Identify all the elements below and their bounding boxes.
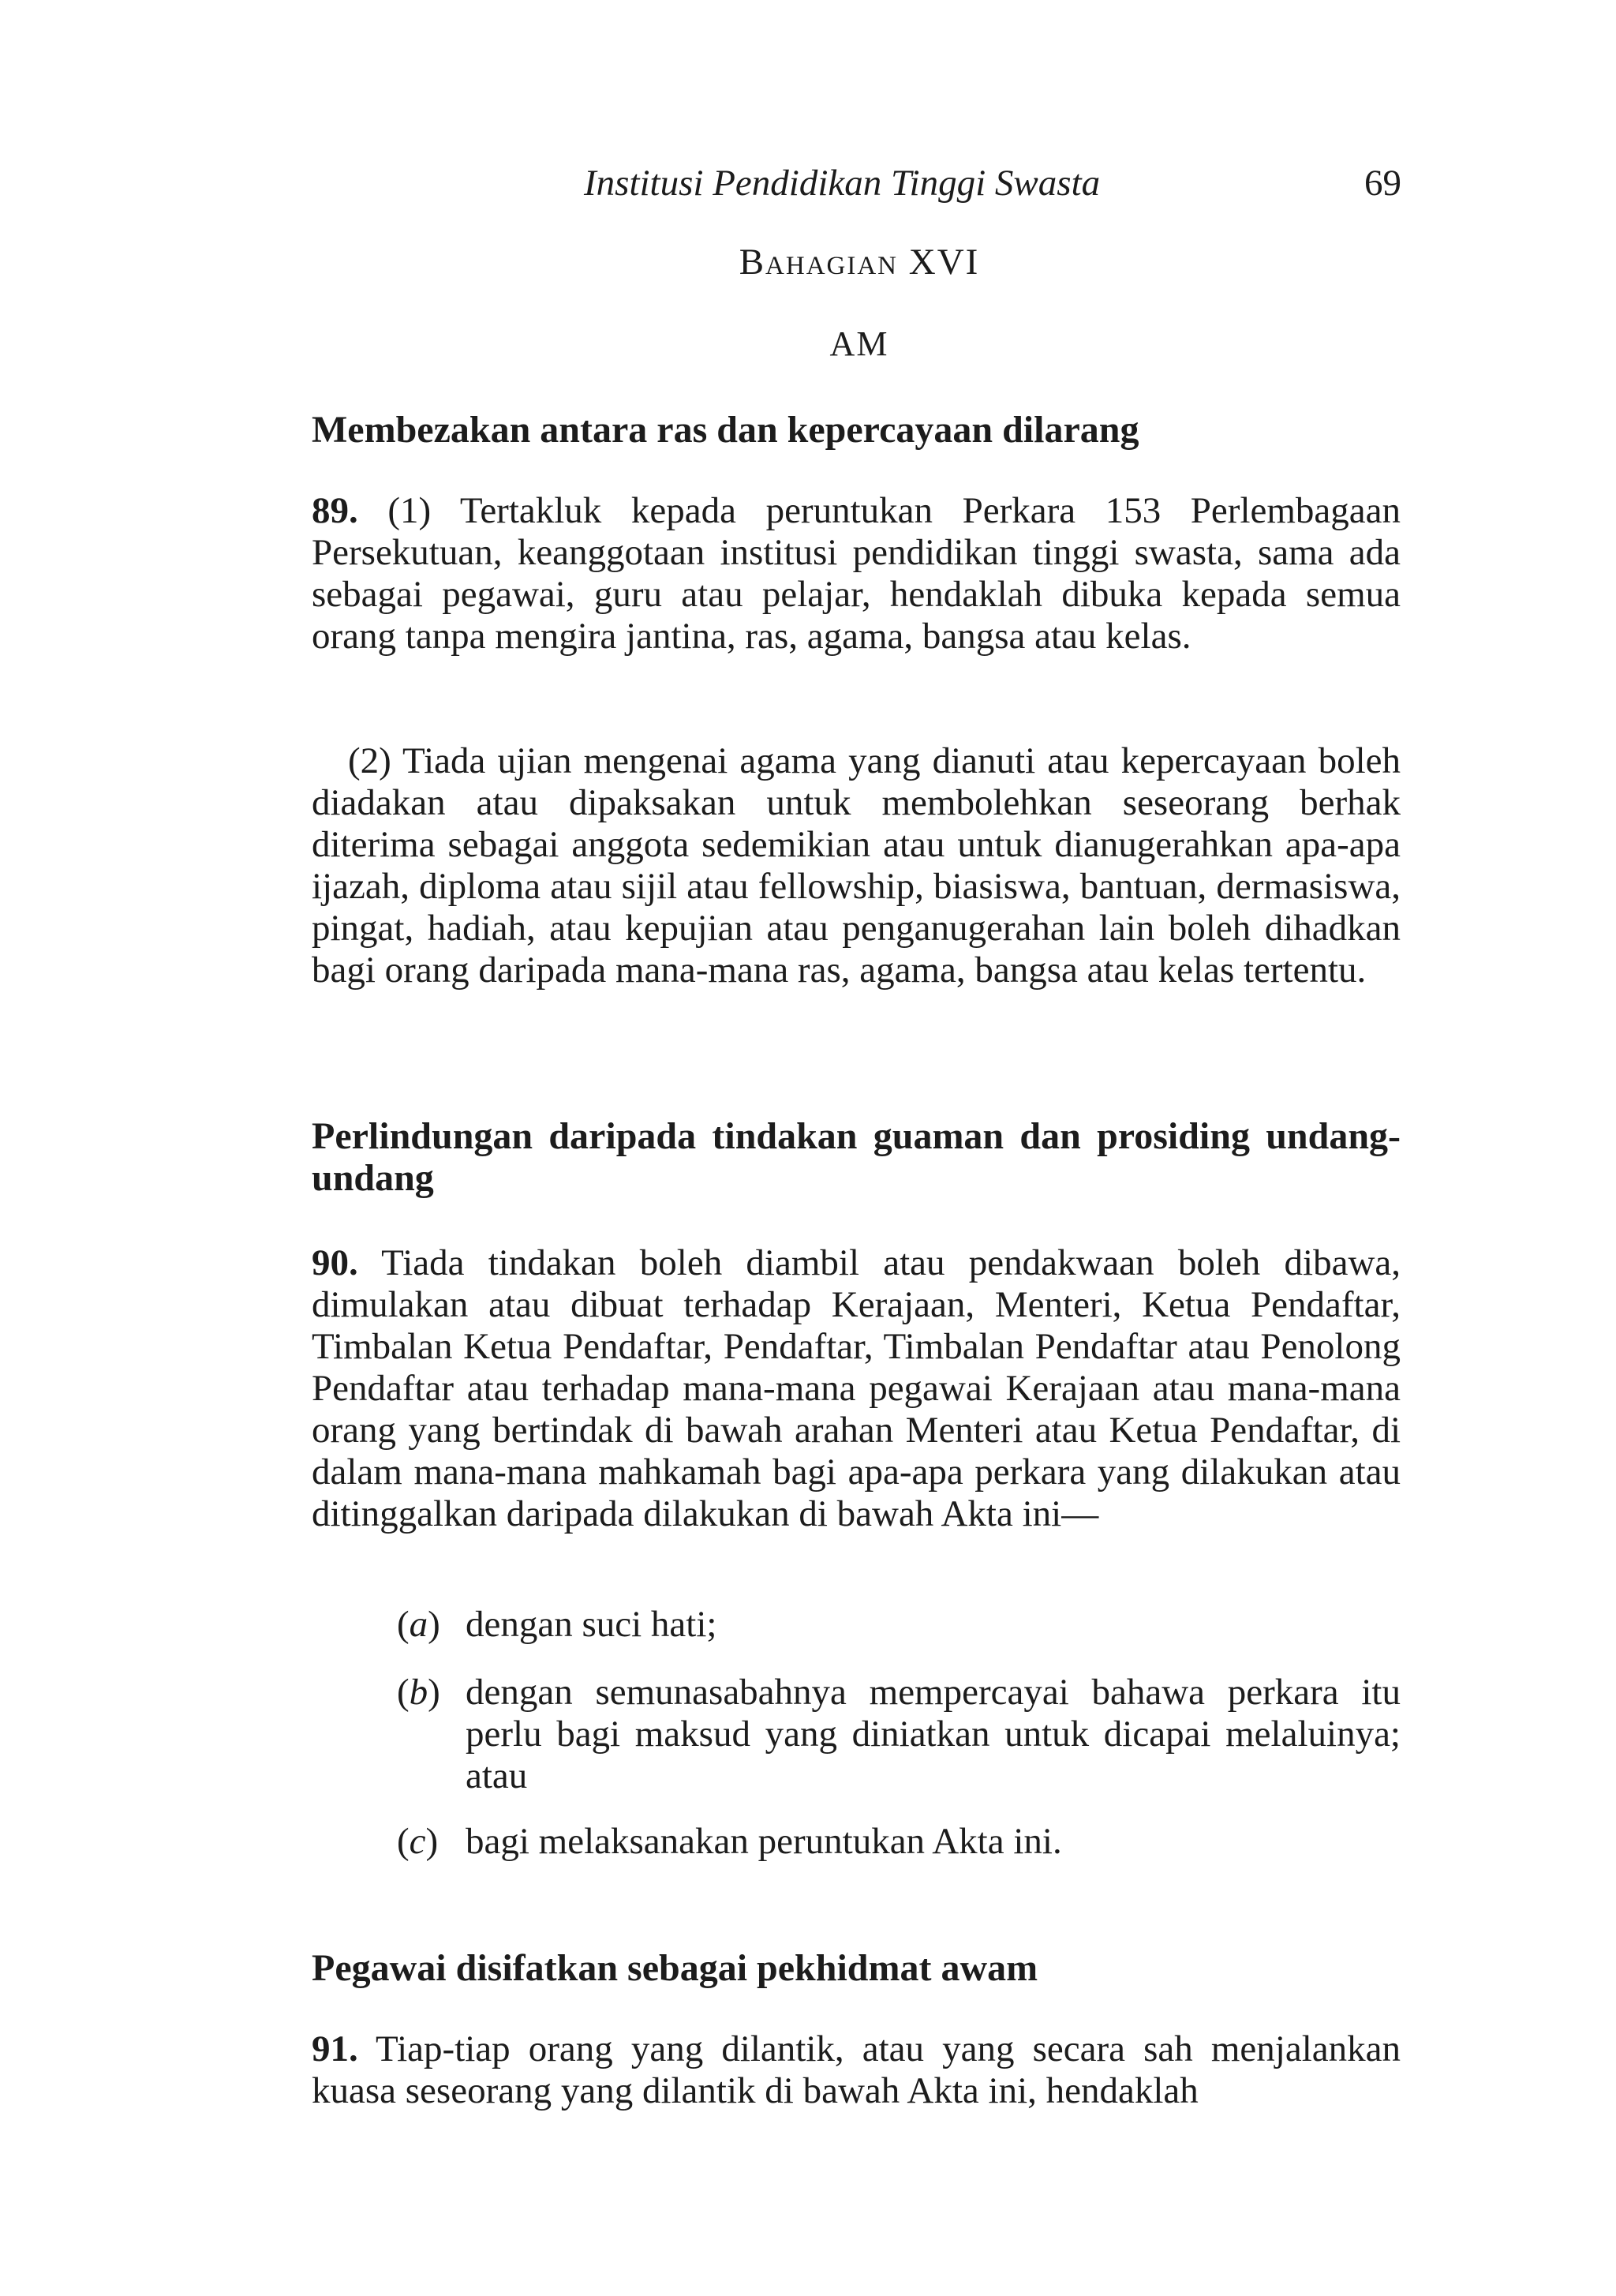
- item-label: (a): [397, 1604, 440, 1645]
- section-heading: Perlindungan daripada tindakan guaman dan prosiding undang-undang: [312, 1115, 1401, 1199]
- section-number: 89.: [312, 490, 358, 531]
- section-text: Tiada tindakan boleh diambil atau pendakwaan boleh dibawa, dimulakan atau dibuat terhadap Kerajaan, Menteri, Ketua Pendaftar, Timbalan Ketua Pendaftar, Pendaftar, Timbalan Pendaftar atau Penolong Pendaftar atau terhadap mana-mana pegawai Kerajaan atau mana-mana orang yang bertindak di bawah arahan Menteri atau Ketua Pendaftar, di dalam mana-mana mahkamah bagi apa-apa perkara yang dilakukan atau ditinggalkan daripada dilakukan di bawah Akta ini—: [312, 1242, 1401, 1534]
- item-text: bagi melaksanakan peruntukan Akta ini.: [466, 1821, 1062, 1862]
- item-label: (b): [397, 1672, 440, 1713]
- item-text: dengan suci hati;: [466, 1604, 717, 1645]
- section-heading: Membezakan antara ras dan kepercayaan dilarang: [312, 409, 1139, 451]
- section-text: Tiap-tiap orang yang dilantik, atau yang secara sah menjalankan kuasa seseorang yang dilantik di bawah Akta ini, hendaklah: [312, 2028, 1401, 2111]
- section-number: 90.: [312, 1242, 358, 1283]
- list-item: [312, 1821, 1401, 1863]
- running-head-title: Institusi Pendidikan Tinggi Swasta: [584, 163, 1101, 204]
- section-paragraph: [312, 1242, 1401, 1535]
- subsection-paragraph: (2) Tiada ujian mengenai agama yang dianuti atau kepercayaan boleh diadakan atau dipaksakan untuk membolehkan seseorang berhak diterima sebagai anggota sedemikian atau untuk dianugerahkan apa-apa ijazah, diploma atau sijil atau fellowship, biasiswa, bantuan, dermasiswa, pingat, hadiah, atau kepujian atau penganugerahan lain boleh dihadkan bagi orang daripada mana-mana ras, agama, bangsa atau kelas tertentu.: [312, 740, 1401, 991]
- part-title: [0, 241, 1616, 283]
- item-label: (c): [397, 1821, 439, 1862]
- section-heading: Pegawai disifatkan sebagai pekhidmat awam: [312, 1947, 1038, 1989]
- section-number: 91.: [312, 2028, 358, 2069]
- part-subtitle: AM: [829, 324, 889, 363]
- section-paragraph: [312, 2028, 1401, 2112]
- part-label: Bahagian: [739, 242, 899, 283]
- section-paragraph: [312, 490, 1401, 657]
- page-number: 69: [1364, 163, 1401, 204]
- part-number: XVI: [908, 242, 980, 283]
- item-text: dengan semunasabahnya mempercayai bahawa perkara itu perlu bagi maksud yang diniatkan untuk dicapai melaluinya; atau: [466, 1672, 1401, 1796]
- list-item: [312, 1672, 1401, 1797]
- section-text: (1) Tertakluk kepada peruntukan Perkara 153 Perlembagaan Persekutuan, keanggotaan institusi pendidikan tinggi swasta, sama ada sebagai pegawai, guru atau pelajar, hendaklah dibuka kepada semua orang tanpa mengira jantina, ras, agama, bangsa atau kelas.: [312, 490, 1401, 657]
- list-item: [312, 1604, 1401, 1646]
